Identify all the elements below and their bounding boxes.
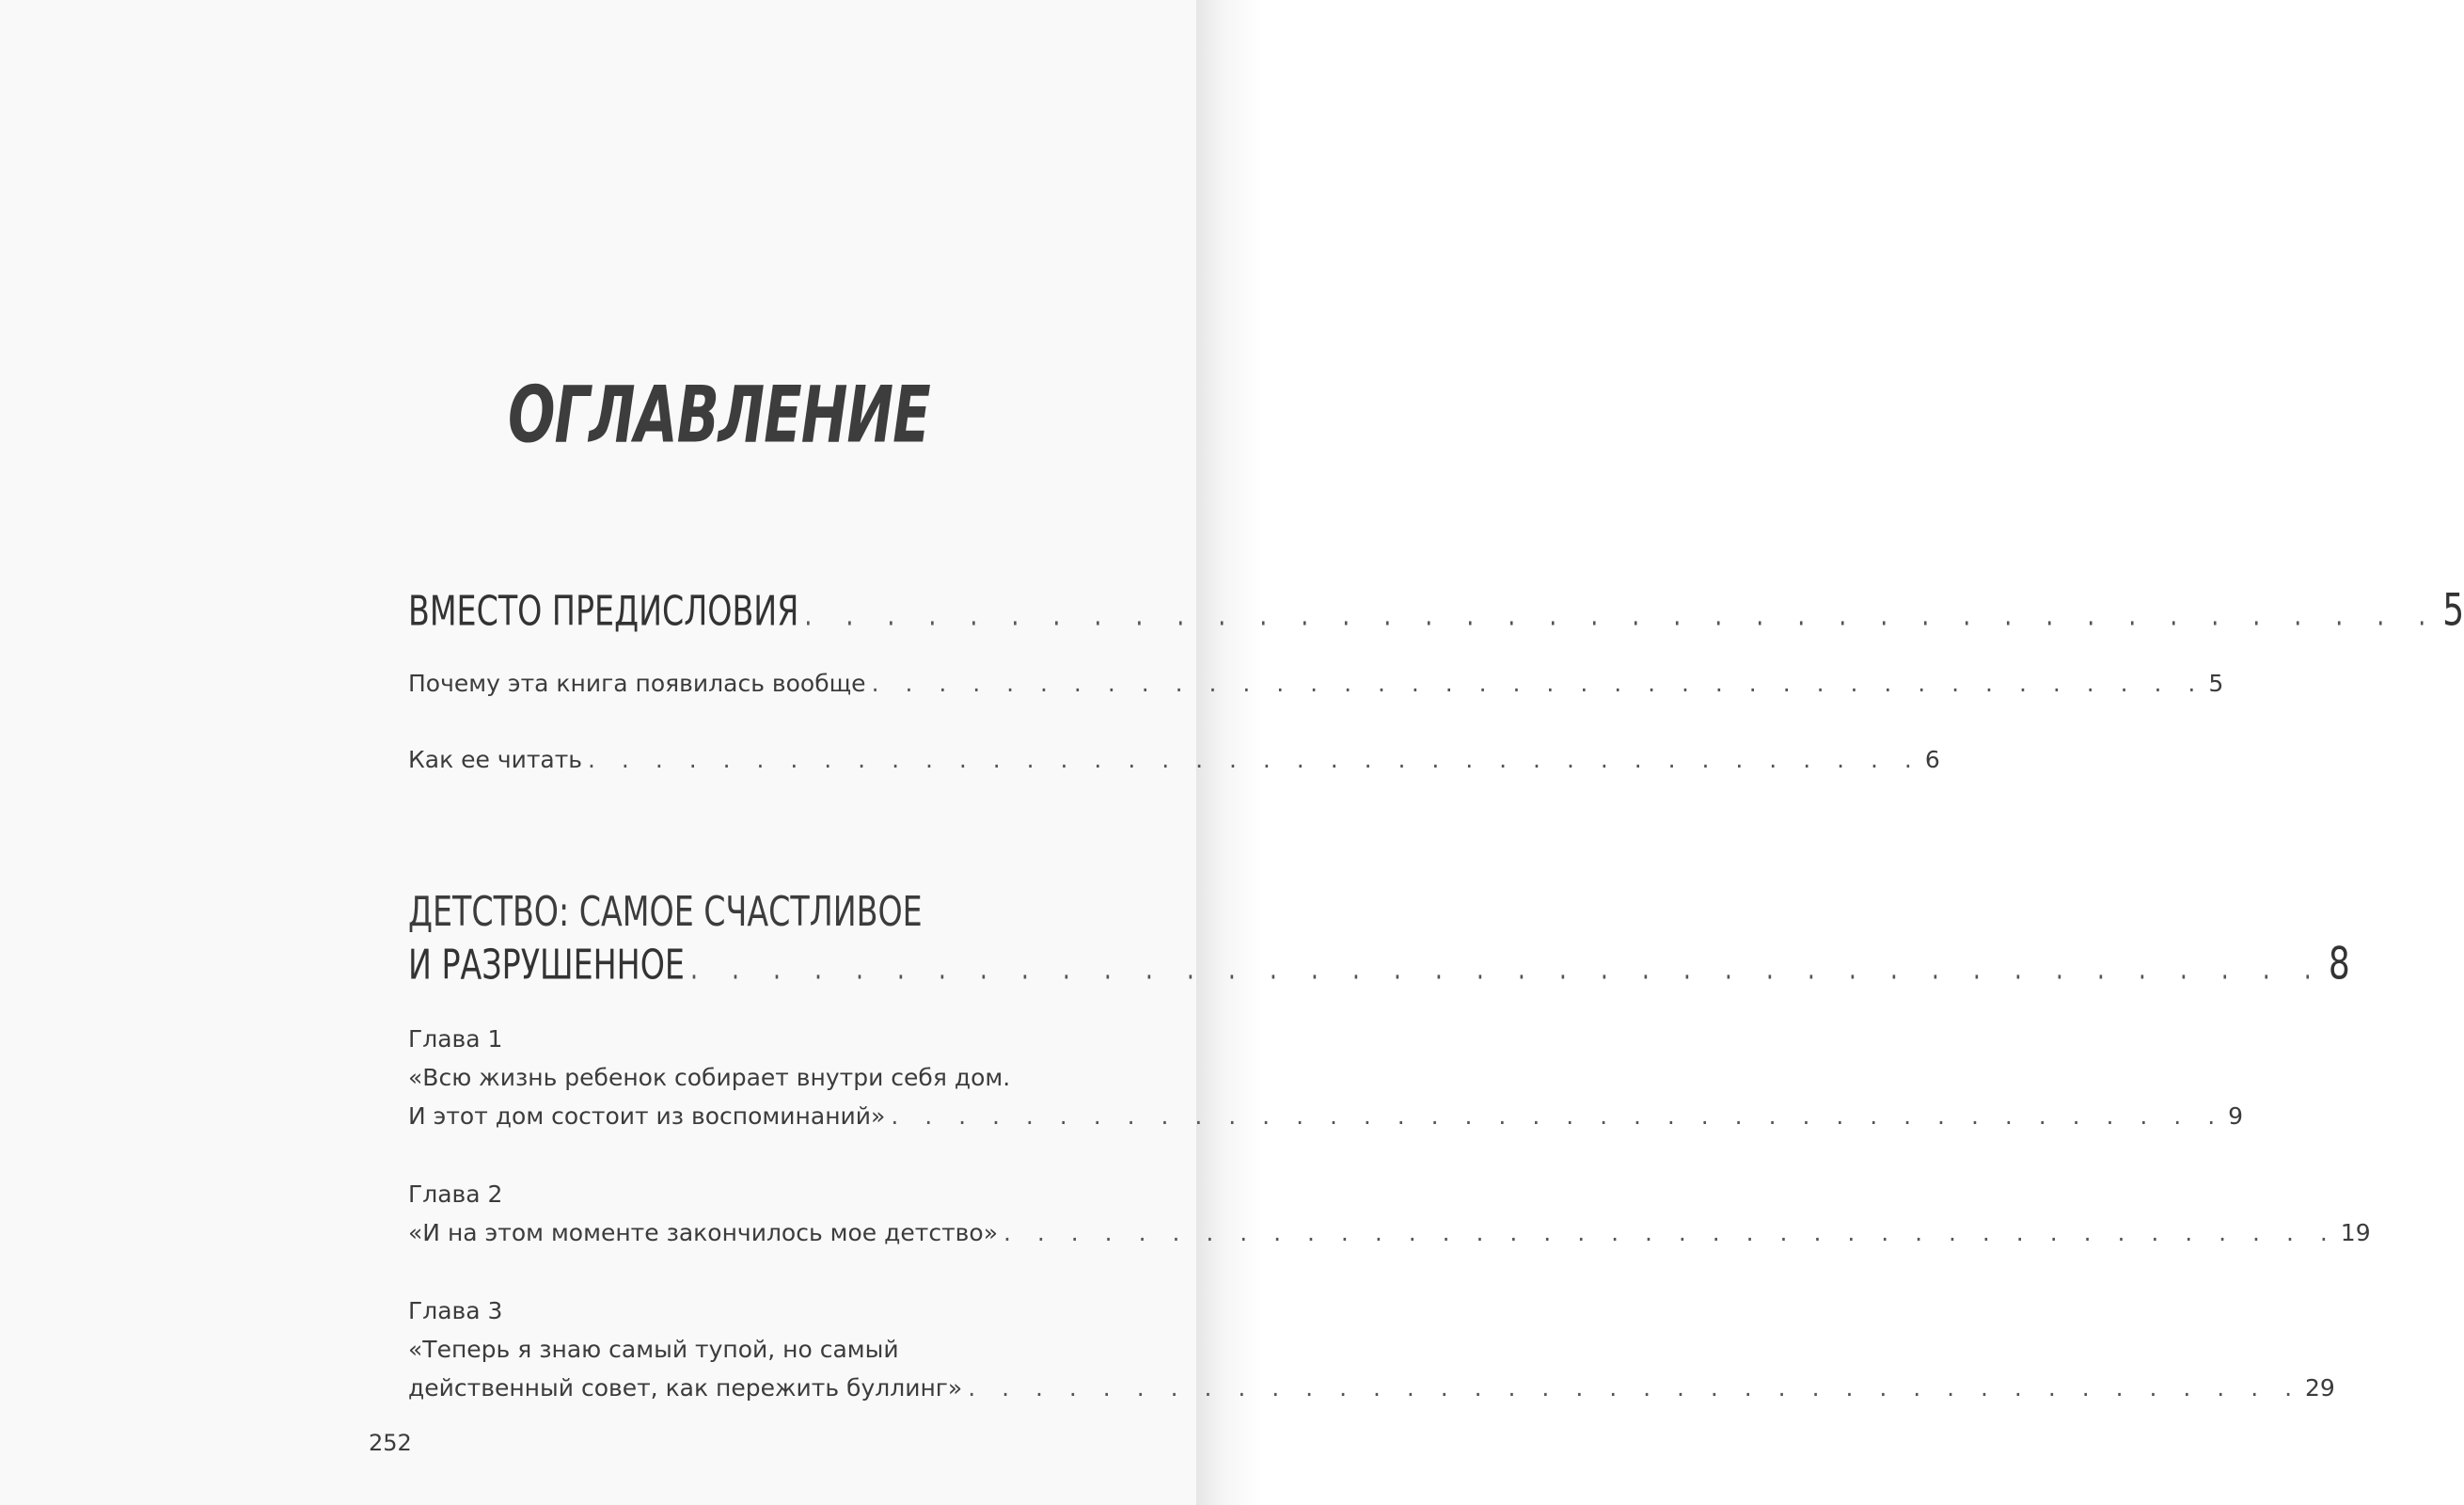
chapter-title-line2: действенный совет, как пережить буллинг» (408, 1374, 963, 1402)
dot-leader: . . . . . . . . . . . . . . . . . . . . . . . . . . . . . . . . . . . . . . . . (968, 1374, 2302, 1402)
toc-part-title-line1: ДЕТСТВО: САМОЕ СЧАСТЛИВОЕ (408, 888, 923, 936)
toc-page-number: 6 (1924, 746, 1940, 773)
toc-part-title-line2: И РАЗРУШЕННОЕ (408, 941, 685, 990)
dot-leader: . . . . . . . . . . . . . . . . . . . . . . . . . . . . . . . . . . . . . . . . (588, 746, 1921, 773)
toc-item-label: Как ее читать (408, 746, 583, 773)
dot-leader: . . . . . . . . . . . . . . . . . . . . . . . . . . . . . . . . . . . . . . . . (1003, 1219, 2337, 1246)
toc-item-row (408, 1374, 2335, 1402)
chapter-heading: Глава 2 (408, 1180, 503, 1208)
toc-part-row (408, 939, 2350, 990)
toc-item-row (408, 746, 1940, 773)
chapter-heading: Глава 3 (408, 1297, 503, 1324)
toc-page-number: 9 (2228, 1102, 2244, 1130)
toc-item-label: Почему эта книга появилась вообще (408, 670, 866, 697)
page-number: 252 (369, 1430, 412, 1456)
toc-item-row (408, 1102, 2244, 1130)
toc-part-row (408, 585, 2464, 637)
toc-item-row (408, 1219, 2371, 1246)
page-title: ОГЛАВЛЕНИЕ (508, 370, 930, 461)
chapter-title-line1: «Всю жизнь ребенок собирает внутри себя дом. (408, 1064, 1011, 1091)
chapter-title-line1: «И на этом моменте закончилось мое детство» (408, 1219, 998, 1246)
chapter-heading: Глава 1 (408, 1025, 503, 1053)
toc-page-number: 8 (2328, 939, 2350, 990)
chapter-title-line2: И этот дом состоит из воспоминаний» (408, 1102, 886, 1130)
dot-leader: . . . . . . . . . . . . . . . . . . . . . . . . . . . . . . . . . . . . . . . . (689, 949, 2325, 987)
dot-leader: . . . . . . . . . . . . . . . . . . . . . . . . . . . . . . . . . . . . . . . . (804, 595, 2440, 633)
dot-leader: . . . . . . . . . . . . . . . . . . . . . . . . . . . . . . . . . . . . . . . . (891, 1102, 2225, 1130)
toc-page-number: 29 (2305, 1374, 2335, 1402)
chapter-title-line1: «Теперь я знаю самый тупой, но самый (408, 1336, 899, 1363)
toc-part-title: ВМЕСТО ПРЕДИСЛОВИЯ (408, 587, 799, 636)
toc-page-number: 19 (2340, 1219, 2371, 1246)
toc-page-number: 5 (2208, 670, 2224, 697)
toc-item-row (408, 670, 2224, 697)
toc-page-number: 5 (2442, 585, 2464, 637)
dot-leader: . . . . . . . . . . . . . . . . . . . . . . . . . . . . . . . . . . . . . . . . (871, 670, 2205, 697)
